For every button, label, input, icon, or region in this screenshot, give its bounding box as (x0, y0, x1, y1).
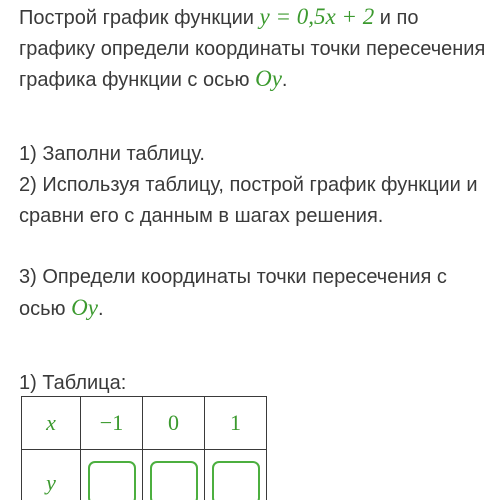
step-3-axis-label: Oy (71, 294, 98, 320)
intro-text-after: . (281, 69, 288, 91)
step-3-text-after: . (97, 297, 104, 320)
axis-label-oy: Oy (255, 66, 282, 91)
table-label: 1) Таблица: (19, 372, 127, 394)
table-row-y (22, 450, 267, 500)
step-1-text: 1) Заполни таблицу. (19, 143, 205, 165)
y-value-input[interactable] (212, 461, 260, 500)
y-header-symbol: y (46, 470, 56, 495)
step-2-text: 2) Используя таблицу, построй график функции и сравни его с данным в шагах решения. (19, 174, 478, 227)
x-value-cell: −1 (81, 397, 143, 450)
table-row-x (22, 397, 267, 450)
y-value-input[interactable] (88, 461, 136, 500)
y-value-input[interactable] (150, 461, 198, 500)
step-3-text-before: 3) Определи координаты точки пересечения с осью (19, 266, 447, 320)
function-formula: y = 0,5x + 2 (259, 4, 375, 29)
x-value-cell: 1 (205, 397, 267, 450)
x-value-cell: 0 (143, 397, 205, 450)
values-table (21, 396, 267, 500)
step-3-text (19, 262, 490, 324)
intro-text-before: Построй график функции (19, 7, 260, 29)
y-value-cell (143, 450, 205, 500)
y-value-cell (205, 450, 267, 500)
task-statement (19, 2, 490, 96)
x-header-cell: x (22, 397, 81, 450)
intro-text-middle: и по графику определи координаты точки пересечения графика функции с осью (19, 7, 486, 91)
y-header-cell (22, 450, 81, 500)
y-value-cell (81, 450, 143, 500)
